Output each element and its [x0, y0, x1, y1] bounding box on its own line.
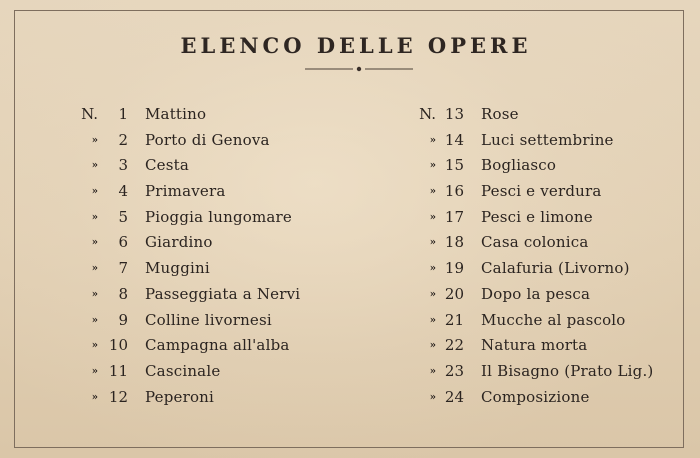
work-title: Dopo la pesca	[481, 284, 591, 303]
work-number-prefix: »	[91, 134, 98, 146]
work-title: Pesci e limone	[481, 207, 593, 226]
work-number: 21	[444, 310, 464, 329]
work-title: Bogliasco	[481, 156, 557, 175]
work-number: 3	[118, 156, 128, 175]
work-number-prefix: »	[91, 314, 98, 326]
work-title: Pioggia lungomare	[145, 207, 292, 226]
work-number-prefix: »	[91, 211, 98, 223]
work-title: Porto di Genova	[145, 130, 270, 149]
work-number-prefix: »	[91, 365, 98, 377]
work-number: 16	[444, 182, 464, 201]
work-title: Cascinale	[145, 361, 221, 380]
work-title: Luci settembrine	[481, 130, 614, 149]
work-number-prefix: »	[91, 186, 98, 198]
work-number-prefix: »	[91, 237, 98, 249]
work-number-prefix: »	[91, 288, 98, 300]
work-number: 15	[444, 156, 464, 175]
work-number-prefix: »	[429, 314, 436, 326]
work-number-prefix: »	[429, 237, 436, 249]
work-number-prefix: »	[429, 263, 436, 275]
work-number: 20	[444, 284, 464, 303]
work-title: Peperoni	[145, 387, 215, 406]
work-title: Casa colonica	[481, 233, 589, 252]
work-number: 18	[444, 233, 464, 252]
work-title: Rose	[481, 105, 519, 123]
work-title: Muggini	[145, 259, 210, 278]
work-number-prefix: »	[429, 391, 436, 403]
work-title: Primavera	[145, 182, 226, 201]
work-number-prefix: »	[91, 263, 98, 275]
work-title: Passeggiata a Nervi	[145, 284, 301, 303]
work-title: Pesci e verdura	[481, 182, 602, 201]
work-number-prefix: »	[91, 160, 98, 172]
title-ornament-divider	[305, 64, 413, 74]
work-title: Calafuria (Livorno)	[481, 259, 630, 278]
work-number-prefix: »	[91, 391, 98, 403]
work-number-prefix: »	[429, 160, 436, 172]
work-number: 17	[444, 207, 464, 226]
work-number: 22	[444, 336, 464, 355]
work-number-prefix: »	[429, 288, 436, 300]
work-number-prefix: N.	[81, 105, 98, 123]
work-title: Colline livornesi	[145, 310, 272, 329]
work-number: 14	[444, 130, 464, 149]
work-number-prefix: »	[429, 365, 436, 377]
work-number: 13	[444, 105, 464, 123]
work-number: 6	[118, 233, 128, 252]
work-number: 1	[118, 105, 128, 123]
work-title: Mattino	[145, 105, 207, 123]
work-number-prefix: »	[429, 340, 436, 352]
work-number-prefix: »	[91, 340, 98, 352]
work-title: Giardino	[145, 233, 213, 252]
work-number: 7	[118, 259, 128, 278]
work-number: 2	[118, 130, 128, 149]
work-title: Campagna all'alba	[145, 336, 290, 355]
work-number-prefix: N.	[419, 105, 436, 123]
work-title: Mucche al pascolo	[481, 310, 626, 329]
work-number: 10	[108, 336, 128, 355]
work-title: Il Bisagno (Prato Lig.)	[481, 361, 654, 380]
work-number: 19	[444, 259, 464, 278]
work-number-prefix: »	[429, 186, 436, 198]
work-number: 12	[108, 387, 128, 406]
work-number: 23	[444, 361, 464, 380]
page-title: ELENCO DELLE OPERE	[180, 33, 532, 58]
work-number: 24	[444, 387, 464, 406]
work-number-prefix: »	[429, 211, 436, 223]
work-number: 9	[118, 310, 128, 329]
work-number: 5	[118, 207, 128, 226]
work-number: 11	[108, 361, 128, 380]
work-number-prefix: »	[429, 134, 436, 146]
work-title: Composizione	[481, 387, 590, 406]
work-number: 8	[118, 284, 128, 303]
page-border	[14, 10, 684, 448]
work-number: 4	[118, 182, 128, 201]
work-title: Cesta	[145, 156, 190, 175]
work-title: Natura morta	[481, 336, 588, 355]
